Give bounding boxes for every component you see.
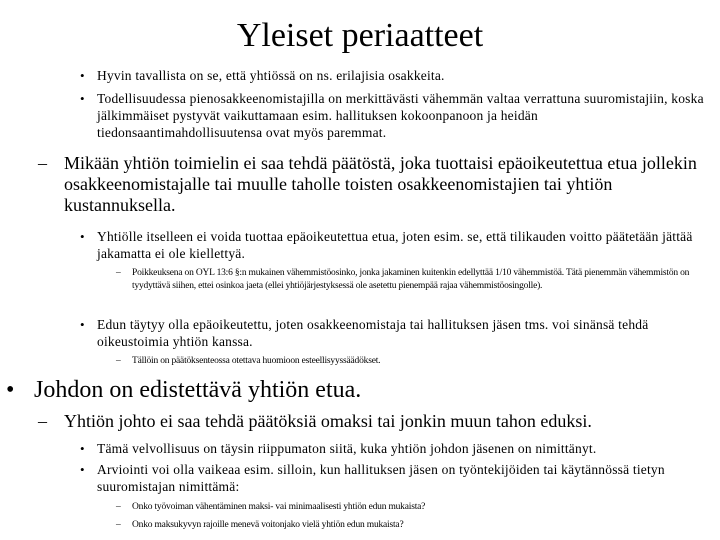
note-text: Poikkeuksena on OYL 13:6 §:n mukainen vähemmistöosinko, jonka jakaminen kuitenkin edellyttää 1/10 vähemmistöä. Tätä pienemmän vähemmistön on tyydyttävä siihen, ettei osinkoa jaeta (ellei yhtiöjärjestyksessä ole asetettu pienempää rajaa vähemmistöosingolle). bbox=[132, 268, 690, 291]
slide-title: Yleiset periaatteet bbox=[236, 17, 484, 54]
sub-point-text: Mikään yhtiön toimielin ei saa tehdä päätöstä, joka tuottaisi epäoikeutettua etua jollekin osakkeenomistajalle tai muulle taholle toisten osakkeenomistajien tai yhtiön kustannuksella. bbox=[64, 153, 697, 215]
note-text: Tällöin on päätöksenteossa otettava huomioon esteellisyyssäädökset. bbox=[132, 356, 381, 366]
main-point-item bbox=[6, 376, 706, 404]
bullet-marker: • bbox=[80, 229, 85, 244]
bullet-text: Hyvin tavallista on se, että yhtiössä on ns. erilajisia osakkeita. bbox=[97, 68, 445, 83]
sub-point-item bbox=[38, 153, 710, 216]
note-text: Onko työvoiman vähentäminen maksi- vai minimaalisesti yhtiön edun mukaista? bbox=[132, 502, 426, 512]
note-item bbox=[116, 267, 710, 292]
dash-marker: – bbox=[38, 153, 47, 173]
dash-marker: – bbox=[116, 356, 121, 366]
bullet-marker: • bbox=[80, 68, 85, 83]
bullet-item bbox=[80, 67, 705, 84]
bullet-marker: • bbox=[80, 441, 85, 456]
bullet-item bbox=[80, 90, 705, 141]
bullet-item bbox=[80, 461, 705, 495]
bullet-marker: • bbox=[6, 377, 15, 403]
dash-marker: – bbox=[116, 268, 121, 278]
bullet-text: Edun täytyy olla epäoikeutettu, joten osakkeenomistaja tai hallituksen jäsen tms. voi sinänsä tehdä oikeustoimia yhtiön kanssa. bbox=[97, 317, 649, 349]
bullet-text: Todellisuudessa pienosakkeenomistajilla on merkittävästi vähemmän valtaa verrattuna suuromistajiin, koska jälkimmäiset pystyvät vaikuttamaan esim. hallituksen kokoonpanoon ja heidän tiedonsaantimahdollisuutensa ovat myös paremmat. bbox=[97, 91, 704, 140]
bullet-text: Tämä velvollisuus on täysin riippumaton siitä, kuka yhtiön johdon jäsenen on nimittänyt. bbox=[97, 441, 597, 456]
sub-point-text: Yhtiön johto ei saa tehdä päätöksiä omaksi tai jonkin muun tahon eduksi. bbox=[64, 411, 592, 431]
bullet-item bbox=[80, 440, 705, 457]
dash-marker: – bbox=[38, 411, 47, 431]
bullet-text: Yhtiölle itselleen ei voida tuottaa epäoikeutettua etua, joten esim. se, että tilikauden voitto päätetään jättää jakamatta ei ole kiellettyä. bbox=[97, 229, 693, 261]
note-item bbox=[116, 355, 710, 368]
bullet-item bbox=[80, 316, 705, 350]
note-text: Onko maksukyvyn rajoille menevä voitonjako vielä yhtiön edun mukaista? bbox=[132, 520, 404, 530]
bullet-marker: • bbox=[80, 91, 85, 106]
bullet-item bbox=[80, 228, 705, 262]
note-item bbox=[116, 519, 710, 532]
bullet-marker: • bbox=[80, 317, 85, 332]
note-item bbox=[116, 501, 710, 514]
dash-marker: – bbox=[116, 520, 121, 530]
bullet-marker: • bbox=[80, 462, 85, 477]
bullet-text: Arviointi voi olla vaikeaa esim. silloin, kun hallituksen jäsen on työntekijöiden tai käytännössä tietyn suuromistajan nimittämä: bbox=[97, 462, 665, 494]
main-point-text: Johdon on edistettävä yhtiön etua. bbox=[34, 377, 362, 403]
sub-point-item bbox=[38, 411, 710, 432]
dash-marker: – bbox=[116, 502, 121, 512]
